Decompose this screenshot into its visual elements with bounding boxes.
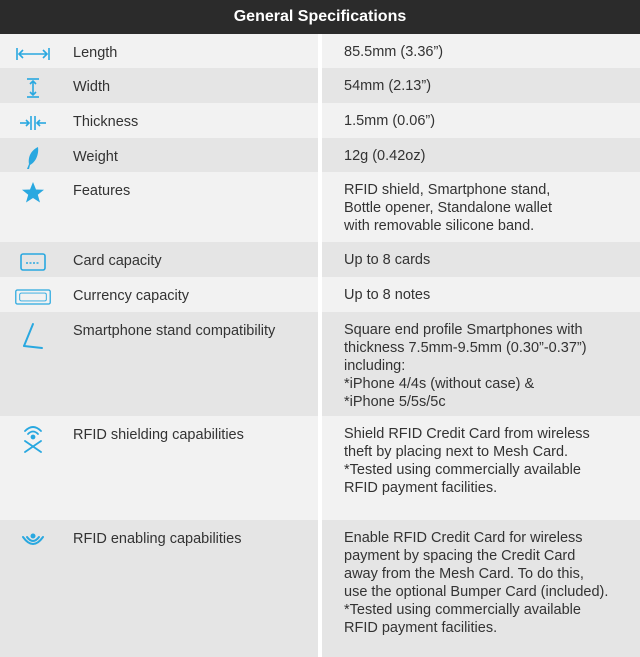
table-header	[0, 0, 640, 34]
spec-label: RFID enabling capabilities	[73, 531, 242, 547]
star-icon	[15, 181, 51, 203]
width-arrows-icon	[15, 77, 51, 99]
spec-row-thickness	[0, 103, 640, 138]
spec-row-features	[0, 172, 640, 242]
feather-icon	[15, 147, 51, 169]
spec-label: Weight	[73, 149, 118, 165]
spec-value: Up to 8 cards	[322, 242, 640, 277]
spec-value: Enable RFID Credit Card for wireless payment by spacing the Credit Card away from the Mesh Card. To do this, use the optional Bumper Card (included). *Tested using commercially available RFID payment facilities.	[322, 520, 640, 657]
spec-value: 1.5mm (0.06”)	[322, 103, 640, 138]
spec-row-card-capacity	[0, 242, 640, 277]
spec-value: Up to 8 notes	[322, 277, 640, 312]
spec-label: Length	[73, 45, 118, 61]
spec-label-cell	[0, 312, 318, 416]
spec-label-cell	[0, 416, 318, 520]
banknote-icon	[15, 286, 51, 308]
spec-label-cell	[0, 68, 318, 103]
spec-value: Square end profile Smartphones with thickness 7.5mm-9.5mm (0.30”-0.37”) including: *iPhone 4/4s (without case) & *iPhone 5/5s/5c	[322, 312, 640, 416]
spec-label-cell	[0, 103, 318, 138]
spec-row-weight	[0, 138, 640, 172]
spec-value: 54mm (2.13”)	[322, 68, 640, 103]
card-icon	[15, 251, 51, 273]
spec-value: 85.5mm (3.36”)	[322, 34, 640, 68]
rfid-signal-icon	[15, 529, 51, 551]
spec-label: Currency capacity	[73, 288, 190, 304]
length-arrows-icon	[15, 43, 51, 65]
spec-label-cell	[0, 172, 318, 242]
spec-value: Shield RFID Credit Card from wireless theft by placing next to Mesh Card. *Tested using commercially available RFID payment facilities.	[322, 416, 640, 520]
spec-label-cell	[0, 277, 318, 312]
spec-row-length	[0, 34, 640, 68]
spec-label: Thickness	[73, 114, 139, 130]
spec-value: 12g (0.42oz)	[322, 138, 640, 172]
spec-label: Card capacity	[73, 253, 162, 269]
spec-label: Features	[73, 183, 131, 199]
phone-stand-icon	[15, 321, 51, 351]
spec-label-cell	[0, 242, 318, 277]
spec-label: Width	[73, 79, 111, 95]
spec-row-smartphone-stand	[0, 312, 640, 416]
spec-value: RFID shield, Smartphone stand, Bottle opener, Standalone wallet with removable silicone band.	[322, 172, 640, 242]
spec-row-width	[0, 68, 640, 103]
spec-row-currency-capacity	[0, 277, 640, 312]
spec-label-cell	[0, 520, 318, 657]
spec-label: RFID shielding capabilities	[73, 427, 244, 443]
spec-label: Smartphone stand compatibility	[73, 323, 276, 339]
thickness-arrows-icon	[15, 112, 51, 134]
spec-row-rfid-shielding	[0, 416, 640, 520]
spec-row-rfid-enabling	[0, 520, 640, 657]
header-title: General Specifications	[233, 8, 407, 25]
spec-label-cell	[0, 34, 318, 68]
rfid-shield-icon	[15, 425, 51, 453]
spec-label-cell	[0, 138, 318, 172]
